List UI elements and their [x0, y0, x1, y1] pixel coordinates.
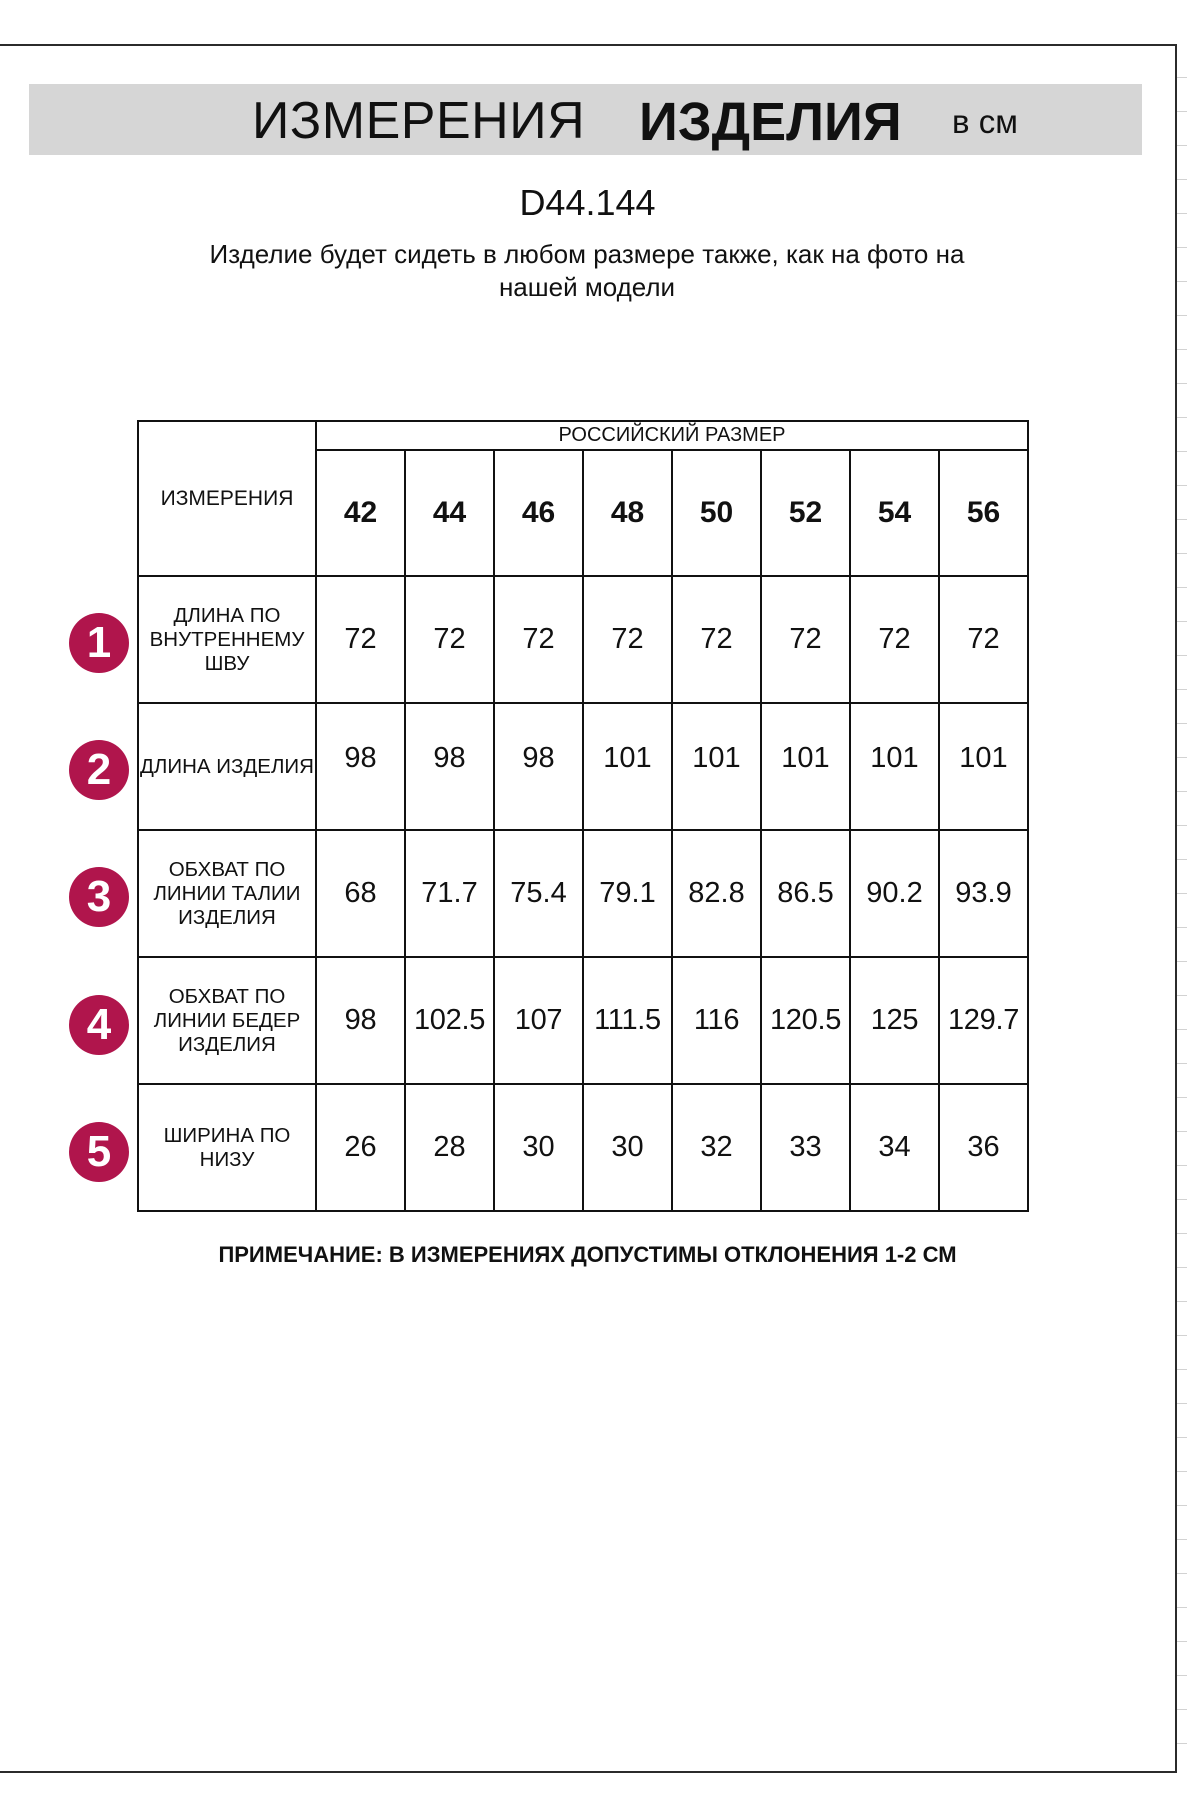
- value-cell: 101: [850, 703, 939, 830]
- title-unit: в см: [952, 103, 1018, 140]
- value-cell: 36: [939, 1084, 1028, 1211]
- fit-subtitle: Изделие будет сидеть в любом размере также, как на фото на нашей модели: [209, 239, 965, 302]
- tolerance-note: ПРИМЕЧАНИЕ: В ИЗМЕРЕНИЯХ ДОПУСТИМЫ ОТКЛОНЕНИЯ 1-2 СМ: [218, 1242, 957, 1267]
- value-cell: 90.2: [850, 830, 939, 957]
- value-cell: 72: [405, 576, 494, 703]
- title-word-measurements: ИЗМЕРЕНИЯ: [252, 92, 586, 150]
- row-label: ДЛИНА ПО ВНУТРЕННЕМУ ШВУ: [138, 576, 316, 703]
- value-cell: 82.8: [672, 830, 761, 957]
- title-word-item: ИЗДЕЛИЯ: [639, 92, 902, 152]
- edge-scale-marks: [1177, 44, 1187, 1773]
- size-header-cell: 56: [939, 450, 1028, 576]
- value-cell: 28: [405, 1084, 494, 1211]
- row-label: ДЛИНА ИЗДЕЛИЯ: [138, 703, 316, 830]
- table-row: [138, 957, 1028, 1084]
- value-cell: 72: [939, 576, 1028, 703]
- value-cell: 72: [494, 576, 583, 703]
- row-number-badge: 4: [69, 995, 129, 1055]
- value-cell: 111.5: [583, 957, 672, 1084]
- value-cell: 129.7: [939, 957, 1028, 1084]
- value-cell: 107: [494, 957, 583, 1084]
- product-code: D44.144: [519, 182, 656, 223]
- value-cell: 101: [761, 703, 850, 830]
- value-cell: 98: [494, 703, 583, 830]
- row-label: ОБХВАТ ПО ЛИНИИ БЕДЕР ИЗДЕЛИЯ: [138, 957, 316, 1084]
- value-cell: 33: [761, 1084, 850, 1211]
- size-header-cell: 50: [672, 450, 761, 576]
- value-cell: 71.7: [405, 830, 494, 957]
- table-row: [138, 703, 1028, 830]
- value-cell: 72: [761, 576, 850, 703]
- size-header-cell: 42: [316, 450, 405, 576]
- size-header-cell: 48: [583, 450, 672, 576]
- russian-size-header: РОССИЙСКИЙ РАЗМЕР: [316, 421, 1028, 450]
- size-header-cell: 52: [761, 450, 850, 576]
- row-number-badge: 1: [69, 613, 129, 673]
- table-row: [138, 576, 1028, 703]
- value-cell: 30: [494, 1084, 583, 1211]
- size-header-cell: 46: [494, 450, 583, 576]
- table-header-row: [138, 421, 1028, 450]
- value-cell: 79.1: [583, 830, 672, 957]
- value-cell: 86.5: [761, 830, 850, 957]
- value-cell: 32: [672, 1084, 761, 1211]
- size-table: [137, 420, 1029, 1212]
- value-cell: 98: [405, 703, 494, 830]
- table-row: [138, 1084, 1028, 1211]
- value-cell: 120.5: [761, 957, 850, 1084]
- value-cell: 72: [850, 576, 939, 703]
- value-cell: 75.4: [494, 830, 583, 957]
- table-row: [138, 830, 1028, 957]
- value-cell: 34: [850, 1084, 939, 1211]
- value-cell: 72: [316, 576, 405, 703]
- value-cell: 30: [583, 1084, 672, 1211]
- measurements-header: ИЗМЕРЕНИЯ: [138, 421, 316, 576]
- row-label: ОБХВАТ ПО ЛИНИИ ТАЛИИ ИЗДЕЛИЯ: [138, 830, 316, 957]
- value-cell: 26: [316, 1084, 405, 1211]
- value-cell: 116: [672, 957, 761, 1084]
- value-cell: 101: [583, 703, 672, 830]
- value-cell: 72: [672, 576, 761, 703]
- value-cell: 68: [316, 830, 405, 957]
- size-header-cell: 44: [405, 450, 494, 576]
- row-number-badge: 3: [69, 867, 129, 927]
- row-number-badge: 2: [69, 740, 129, 800]
- value-cell: 98: [316, 703, 405, 830]
- value-cell: 101: [939, 703, 1028, 830]
- size-header-cell: 54: [850, 450, 939, 576]
- value-cell: 125: [850, 957, 939, 1084]
- row-number-badge: 5: [69, 1122, 129, 1182]
- value-cell: 102.5: [405, 957, 494, 1084]
- value-cell: 101: [672, 703, 761, 830]
- row-label: ШИРИНА ПО НИЗУ: [138, 1084, 316, 1211]
- value-cell: 98: [316, 957, 405, 1084]
- title-banner: [29, 84, 1142, 155]
- value-cell: 93.9: [939, 830, 1028, 957]
- value-cell: 72: [583, 576, 672, 703]
